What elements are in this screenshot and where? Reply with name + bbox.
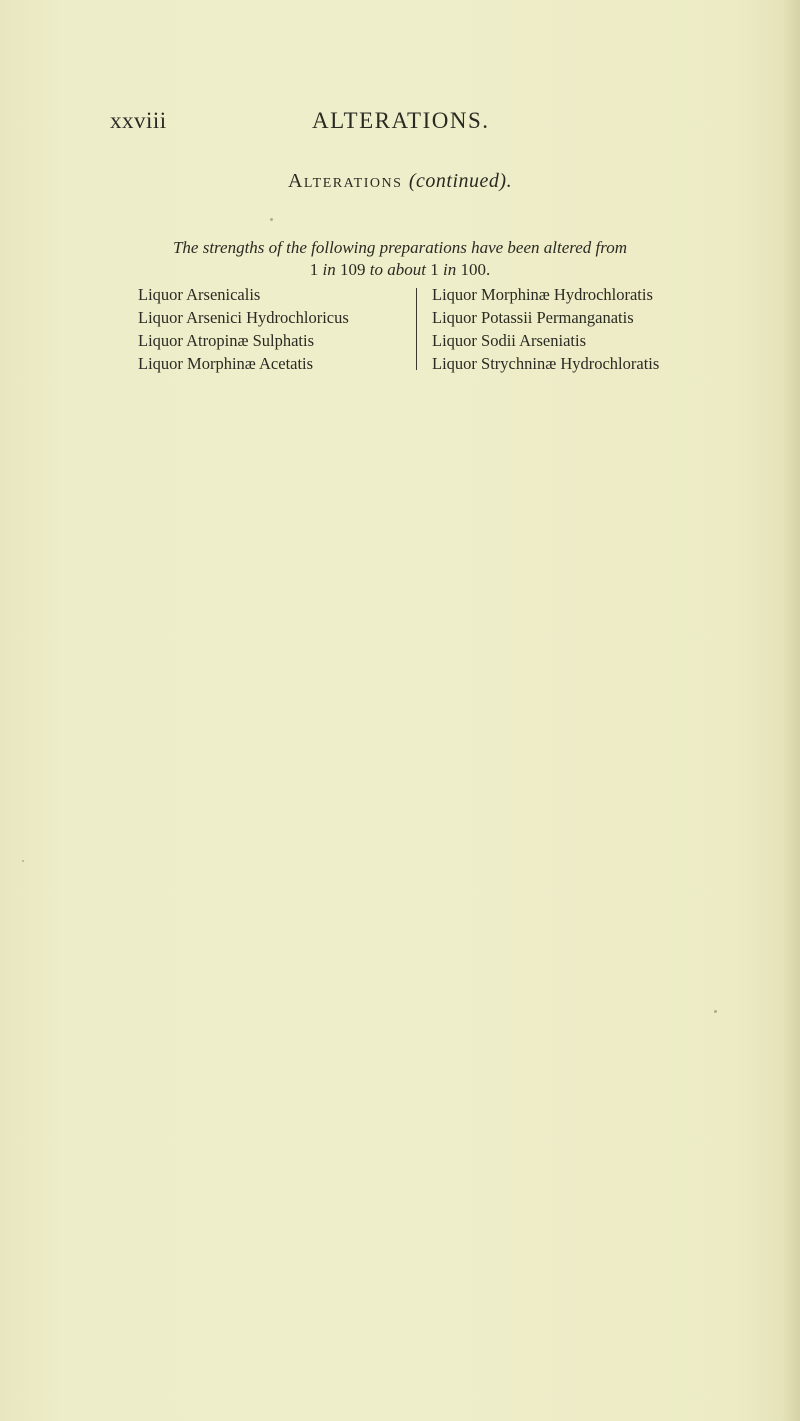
list-item: Liquor Sodii Arseniatis <box>432 331 586 350</box>
list-item: Liquor Strychninæ Hydrochloratis <box>432 354 660 373</box>
list-item: Liquor Arsenicalis <box>138 285 261 304</box>
paper-speck <box>714 1010 717 1013</box>
intro-line-1: The strengths of the following preparations have been altered from <box>172 238 628 257</box>
list-item: Liquor Arsenici Hydrochloricus <box>138 308 349 327</box>
intro-from-num: 1 <box>309 260 319 279</box>
list-item: Liquor Potassii Permanganatis <box>432 308 634 327</box>
running-title: ALTERATIONS. <box>312 108 490 133</box>
section-title <box>0 170 800 193</box>
paper-speck <box>270 218 273 221</box>
list-item: Liquor Morphinæ Hydrochloratis <box>432 285 653 304</box>
page-number: xxviii <box>110 108 167 133</box>
intro-in-2: in <box>442 260 457 279</box>
page-edge-shadow <box>782 0 800 1421</box>
intro-in-1: in <box>322 260 336 279</box>
intro-to-denom: 100. <box>460 260 491 279</box>
intro-to-num: 1 <box>430 260 439 279</box>
intro-paragraph <box>0 237 800 281</box>
section-title-text: Alterations <box>287 170 403 192</box>
column-divider <box>416 288 417 370</box>
intro-from-denom: 109 <box>340 260 366 279</box>
paper-speck <box>22 860 24 862</box>
intro-line-2 <box>0 259 800 281</box>
list-item: Liquor Atropinæ Sulphatis <box>138 331 315 350</box>
running-head <box>110 108 710 138</box>
intro-to-about: to about <box>369 260 426 279</box>
preparations-left-column <box>138 283 349 375</box>
preparations-right-column <box>432 283 659 375</box>
section-title-suffix: (continued). <box>408 170 513 192</box>
list-item: Liquor Morphinæ Acetatis <box>138 354 314 373</box>
